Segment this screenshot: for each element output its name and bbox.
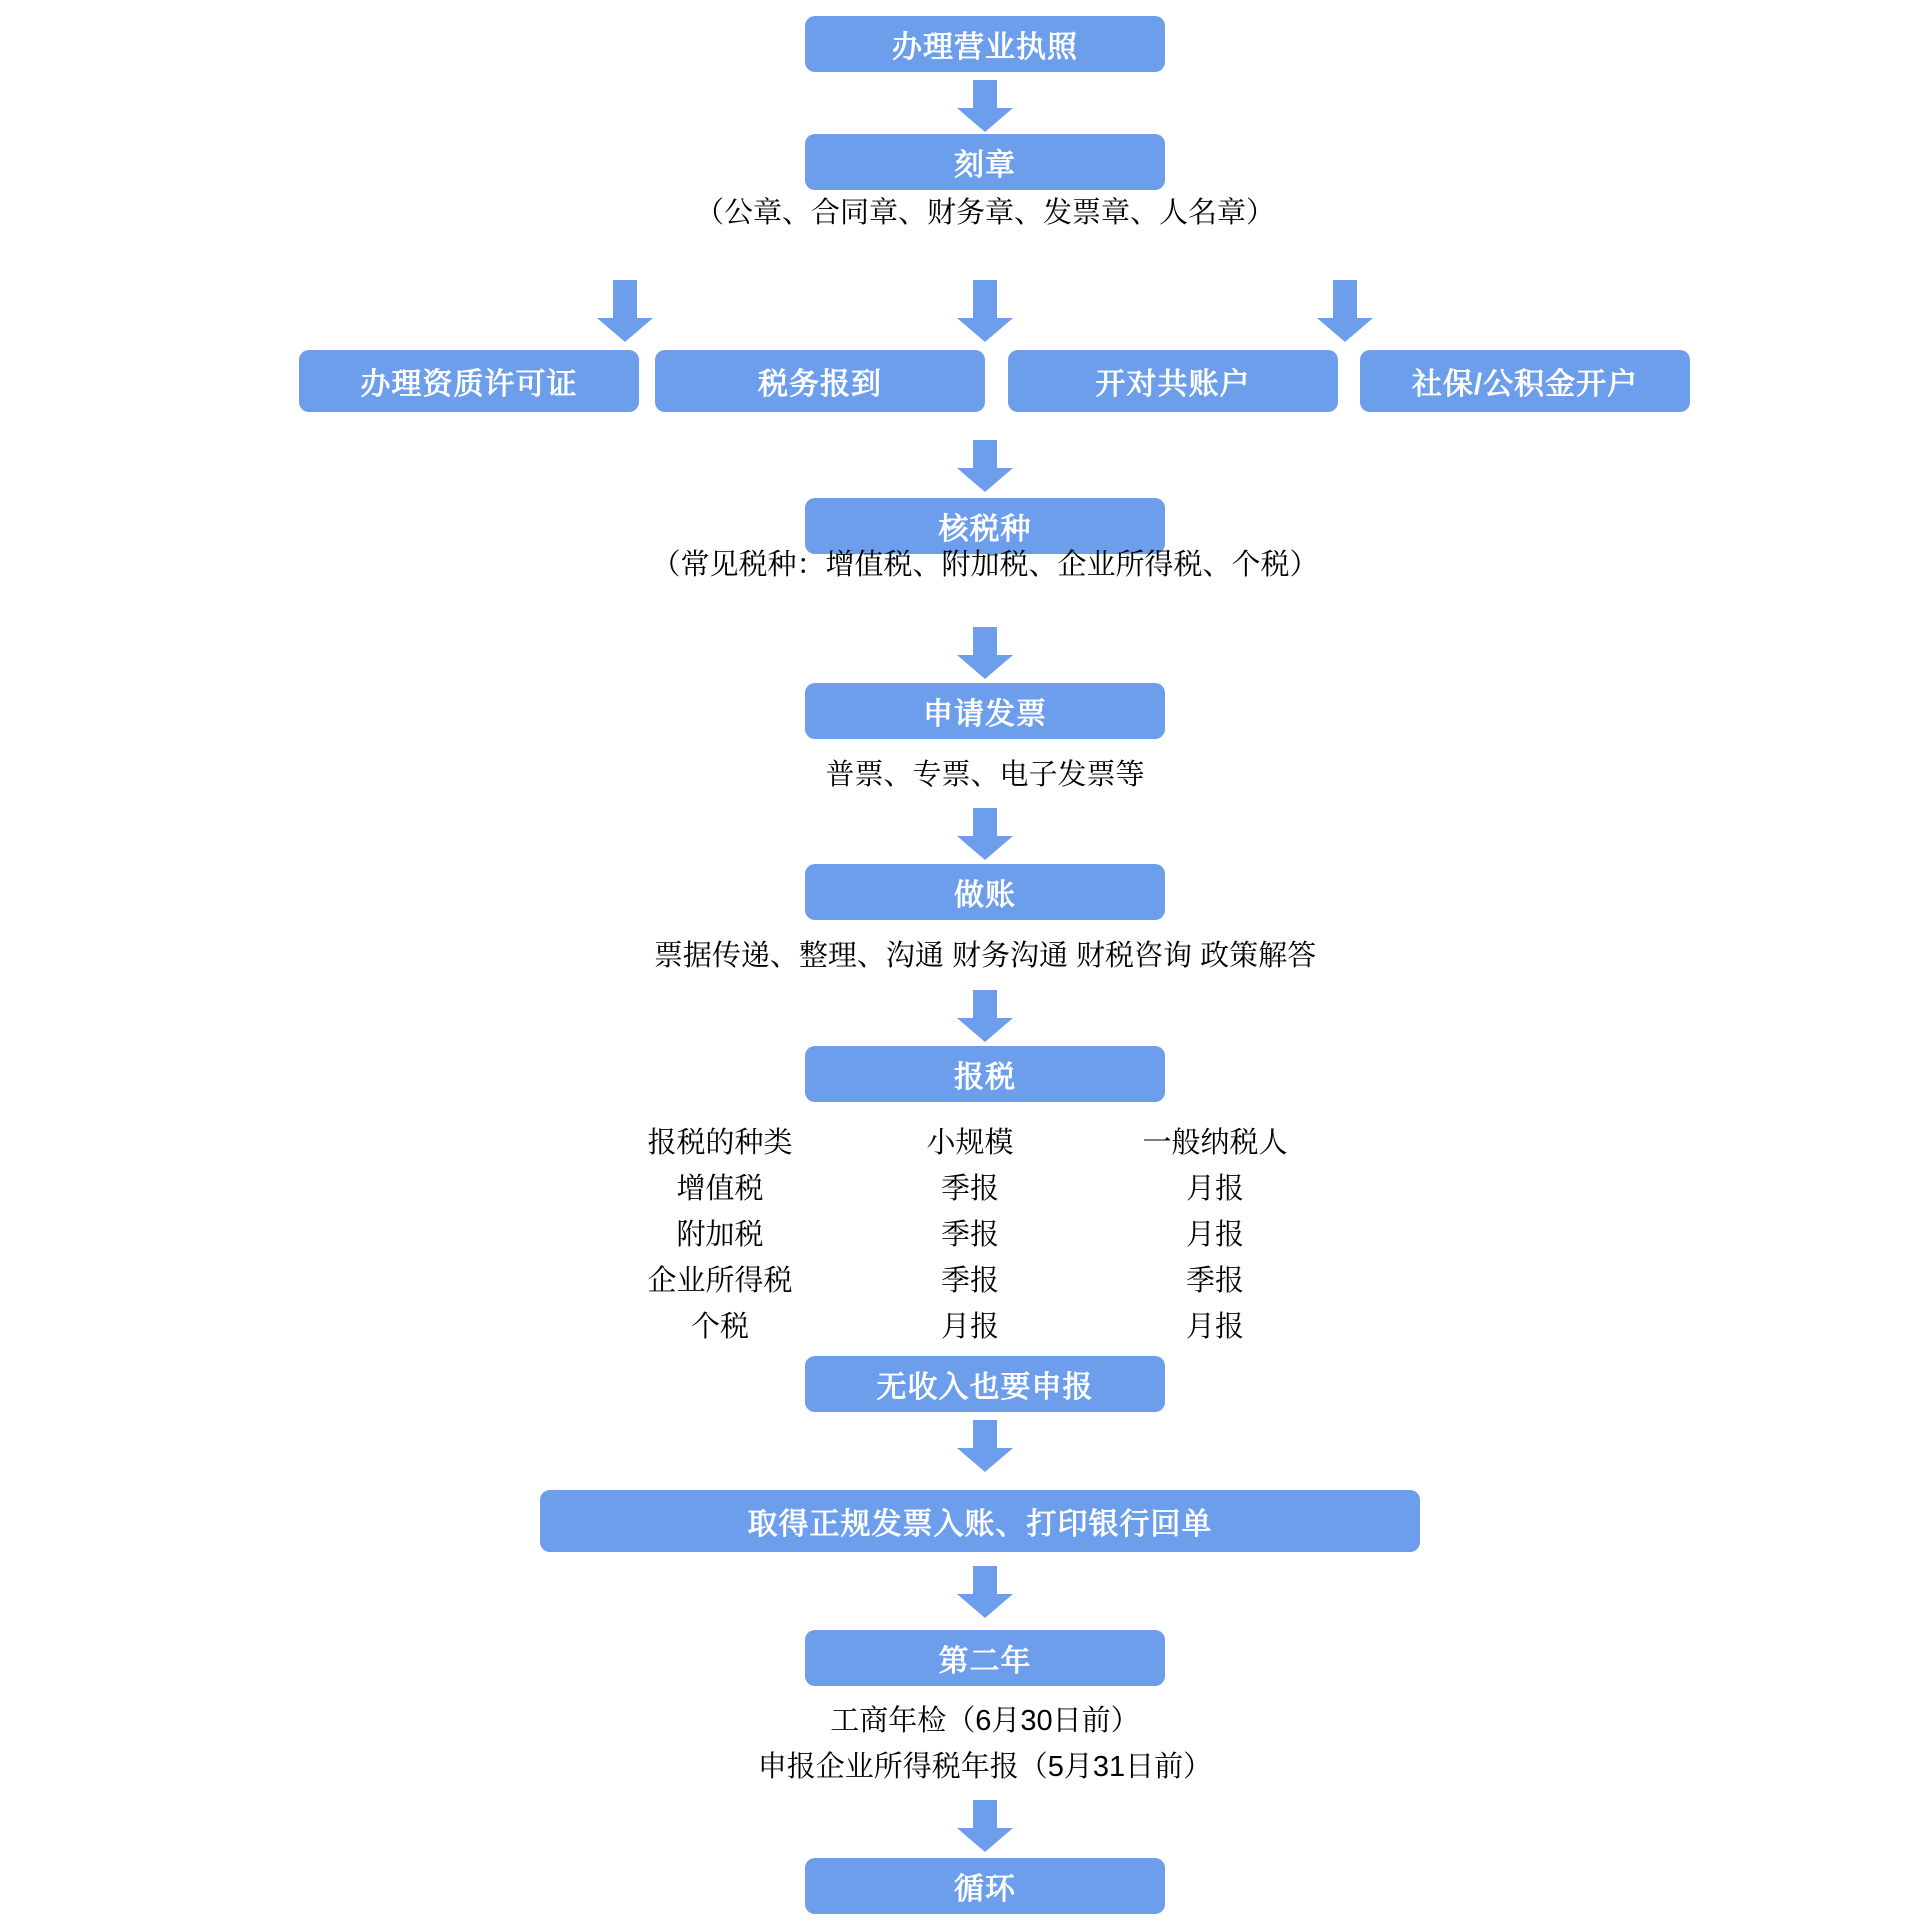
node-zero-filing-label: 无收入也要申报 bbox=[876, 1371, 1094, 1404]
table-row bbox=[590, 1212, 1340, 1258]
table-cell: 月报 bbox=[940, 1311, 999, 1343]
node-taxtype-label: 核税种 bbox=[938, 513, 1032, 546]
node-seal[interactable] bbox=[805, 134, 1165, 190]
node-invoice[interactable] bbox=[805, 683, 1165, 739]
table-cell: 月报 bbox=[1185, 1219, 1244, 1251]
table-cell: 附加税 bbox=[676, 1219, 764, 1251]
caption-booking-note-text: 票据传递、整理、沟通 财务沟通 财税咨询 政策解答 bbox=[653, 940, 1317, 972]
node-license-label: 办理营业执照 bbox=[892, 31, 1078, 64]
node-loop[interactable] bbox=[805, 1858, 1165, 1914]
table-cell: 企业所得税 bbox=[647, 1265, 793, 1297]
node-second-year[interactable] bbox=[805, 1630, 1165, 1686]
table-header-cell-2: 一般纳税人 bbox=[1142, 1127, 1288, 1159]
table-cell: 月报 bbox=[1185, 1311, 1244, 1343]
caption-year2-note-2 bbox=[660, 1744, 1310, 1785]
node-second-year-label: 第二年 bbox=[938, 1645, 1032, 1678]
table-cell: 增值税 bbox=[676, 1173, 764, 1205]
node-zero-filing[interactable] bbox=[805, 1356, 1165, 1412]
arrow-seal-to-taxreg bbox=[955, 280, 1015, 342]
table-cell: 季报 bbox=[940, 1265, 999, 1297]
node-social-label: 社保/公积金开户 bbox=[1411, 368, 1639, 401]
arrow-receipts-to-year2 bbox=[955, 1566, 1015, 1618]
arrow-zero-filing-to-receipts bbox=[955, 1420, 1015, 1472]
node-receipts-label: 取得正规发票入账、打印银行回单 bbox=[747, 1508, 1213, 1541]
caption-year2-note-1 bbox=[660, 1698, 1310, 1739]
table-header-row bbox=[590, 1120, 1340, 1166]
table-header-cell-0: 报税的种类 bbox=[647, 1127, 793, 1159]
node-invoice-label: 申请发票 bbox=[923, 698, 1047, 731]
node-qualify[interactable] bbox=[299, 350, 639, 412]
table-row bbox=[590, 1304, 1340, 1350]
caption-booking-note bbox=[560, 933, 1410, 974]
table-row bbox=[590, 1166, 1340, 1212]
node-filing-label: 报税 bbox=[954, 1061, 1016, 1094]
node-loop-label: 循环 bbox=[954, 1873, 1016, 1906]
arrow-seal-to-qualify bbox=[595, 280, 655, 342]
node-social[interactable] bbox=[1360, 350, 1690, 412]
arrow-booking-to-filing bbox=[955, 990, 1015, 1042]
arrow-seal-to-bank bbox=[1315, 280, 1375, 342]
node-filing[interactable] bbox=[805, 1046, 1165, 1102]
table-cell: 季报 bbox=[940, 1219, 999, 1251]
arrow-invoice-to-booking bbox=[955, 808, 1015, 860]
table-row bbox=[590, 1258, 1340, 1304]
table-cell: 个税 bbox=[690, 1311, 749, 1343]
node-bank-label: 开对共账户 bbox=[1095, 368, 1251, 401]
caption-seal-note-text: （公章、合同章、财务章、发票章、人名章） bbox=[694, 197, 1275, 229]
arrow-license-to-seal bbox=[955, 80, 1015, 132]
node-taxreg[interactable] bbox=[655, 350, 985, 412]
caption-seal-note bbox=[560, 190, 1410, 231]
caption-year2-note-1-text: 工商年检（6月30日前） bbox=[830, 1705, 1140, 1737]
caption-year2-note-2-text: 申报企业所得税年报（5月31日前） bbox=[757, 1751, 1213, 1783]
node-license[interactable] bbox=[805, 16, 1165, 72]
caption-invoice-note-text: 普票、专票、电子发票等 bbox=[825, 759, 1145, 791]
node-booking[interactable] bbox=[805, 864, 1165, 920]
node-bank[interactable] bbox=[1008, 350, 1338, 412]
table-cell: 月报 bbox=[1185, 1173, 1244, 1205]
arrow-year2-to-loop bbox=[955, 1800, 1015, 1852]
caption-invoice-note bbox=[705, 752, 1265, 793]
arrow-taxreg-to-taxtype bbox=[955, 440, 1015, 492]
arrow-taxtype-to-invoice bbox=[955, 627, 1015, 679]
caption-taxtype-note bbox=[520, 542, 1450, 583]
table-header-cell-1: 小规模 bbox=[926, 1127, 1014, 1159]
node-receipts[interactable] bbox=[540, 1490, 1420, 1552]
node-seal-label: 刻章 bbox=[954, 149, 1016, 182]
table-cell: 季报 bbox=[940, 1173, 999, 1205]
node-qualify-label: 办理资质许可证 bbox=[360, 368, 578, 401]
filing-type-table bbox=[590, 1120, 1340, 1350]
node-taxreg-label: 税务报到 bbox=[758, 368, 882, 401]
table-cell: 季报 bbox=[1185, 1265, 1244, 1297]
node-booking-label: 做账 bbox=[954, 879, 1016, 912]
caption-taxtype-note-text: （常见税种：增值税、附加税、企业所得税、个税） bbox=[651, 549, 1319, 581]
